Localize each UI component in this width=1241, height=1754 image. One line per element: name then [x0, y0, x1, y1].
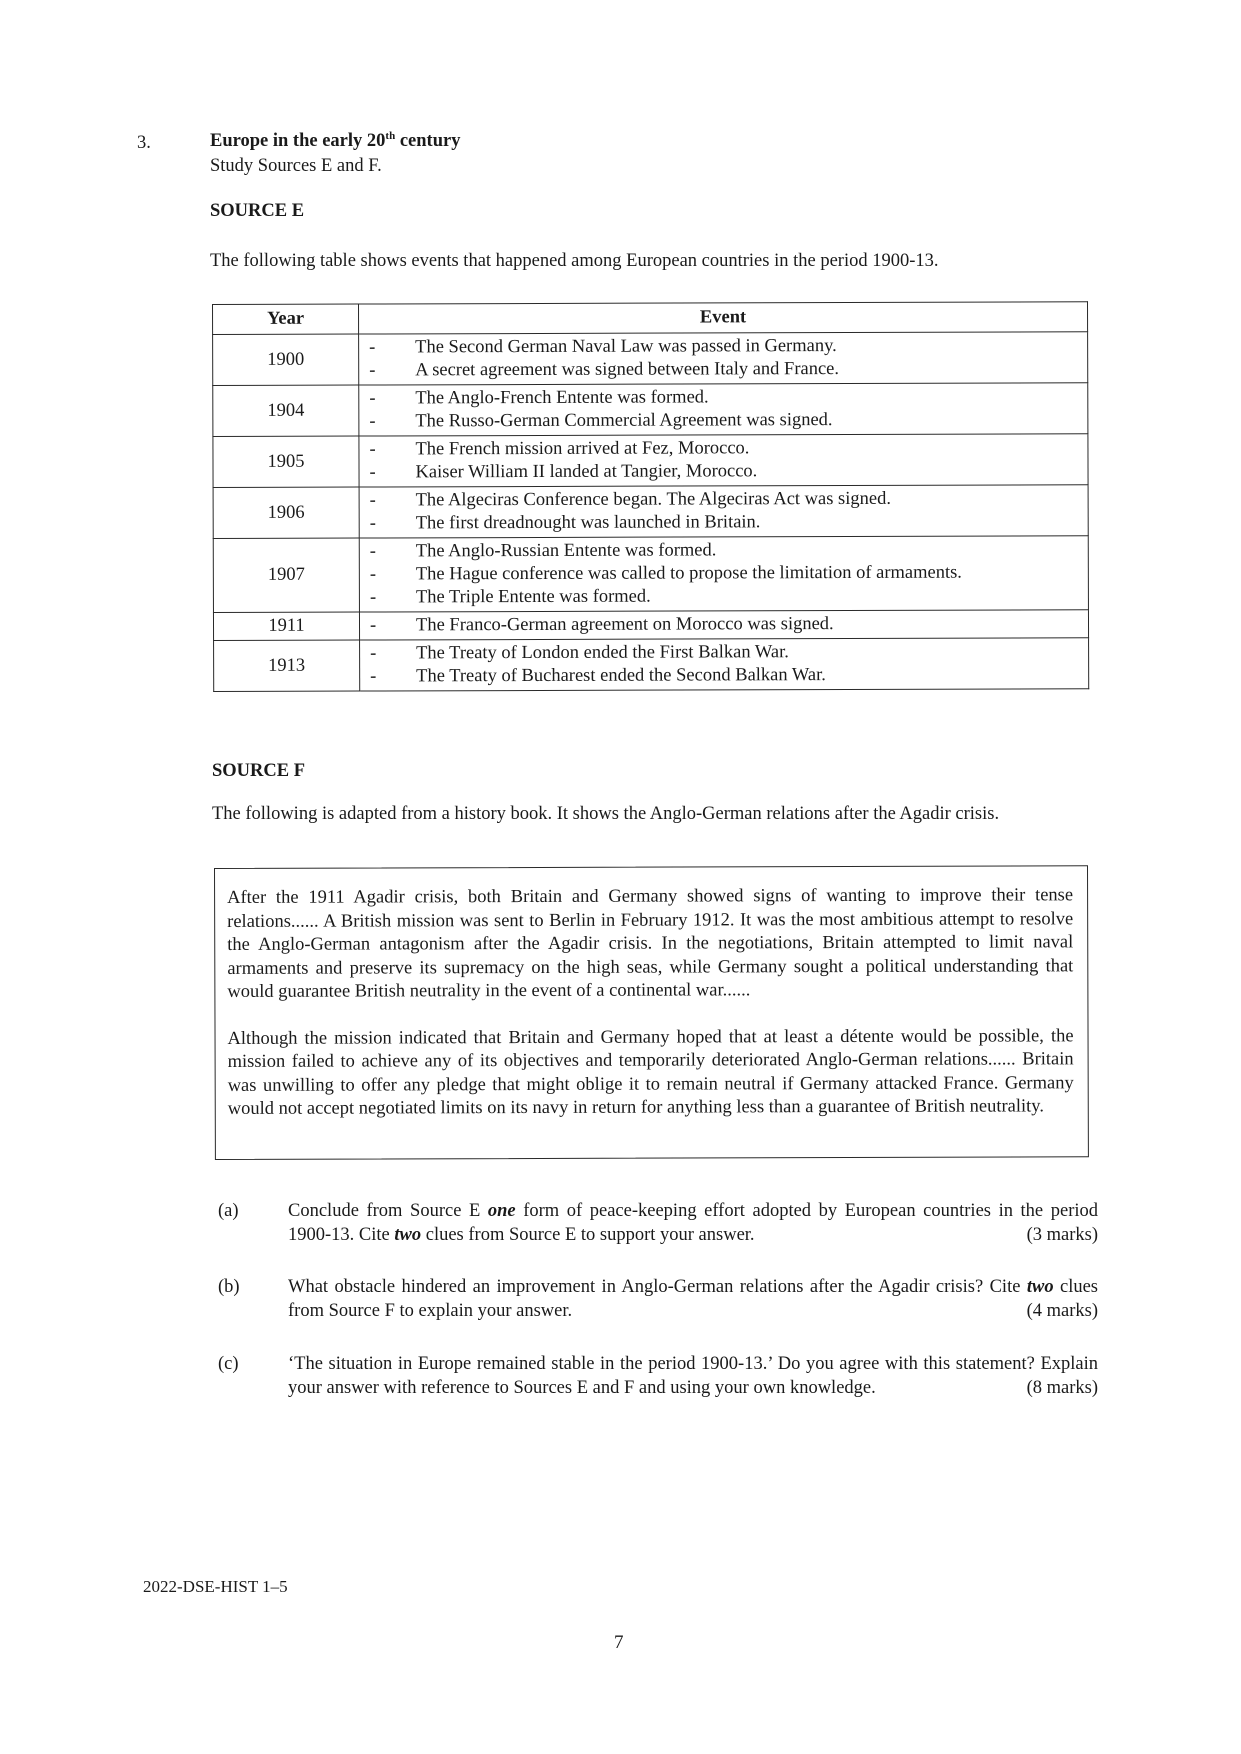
extract-paragraph-2: Although the mission indicated that Britain and Germany hoped that at least a détente would be possible, the mission failed to achieve any of its objectives and temporarily deteriorated Anglo-German relations...... Britain was unwilling to offer any pledge that might oblige it to remain neutral if Germany attacked France. Germany would not accept negotiated limits on its navy in return for anything less than a guarantee of British neutrality. — [227, 1025, 1074, 1119]
question-a-marks: (3 marks) — [1026, 1224, 1098, 1245]
event-text: The Hague conference was called to propose the limitation of armaments. — [415, 562, 962, 585]
question-c-text: ‘The situation in Europe remained stable in the period 1900-13.’ Do you agree with this statement? Explain your answer with reference to Sources E and F and using your own knowledge. (8 marks) — [288, 1353, 1098, 1400]
dash-bullet: - — [369, 411, 376, 432]
year-cell: 1913 — [214, 640, 360, 691]
dash-bullet: - — [369, 439, 376, 460]
question-title: Europe in the early 20th century — [210, 130, 461, 152]
dash-bullet: - — [369, 388, 376, 409]
question-number: 3. — [137, 133, 151, 153]
event-text: The Algeciras Conference began. The Algeciras Act was signed. — [415, 488, 892, 511]
event-item — [359, 459, 1087, 484]
extract-paragraph-1: After the 1911 Agadir crisis, both Britain and Germany showed signs of wanting to improve their tense relations...... A British mission was sent to Berlin in February 1912. It was the most ambitious attempt to resolve the Anglo-German antagonism after the Agadir crisis. In the negotiations, Britain attempted to limit naval armaments and preserve its supremacy on the high seas, while Germany sought a political understanding that would guarantee British neutrality in the event of a continental war...... — [227, 885, 1074, 1002]
event-item — [359, 408, 1087, 433]
event-cell — [360, 638, 1089, 691]
event-item — [359, 385, 1087, 410]
event-item — [359, 334, 1087, 359]
question-c — [218, 1353, 1098, 1400]
question-b-marks: (4 marks) — [1026, 1300, 1098, 1321]
question-b-text: What obstacle hindered an improvement in Anglo-German relations after the Agadir crisis? Cite two clues from Source F to explain your answer. (4 marks) — [288, 1276, 1098, 1323]
table-row — [213, 610, 1088, 641]
question-b-label: (b) — [218, 1277, 240, 1297]
event-item — [360, 510, 1088, 535]
event-item — [359, 436, 1087, 461]
event-item — [360, 487, 1088, 512]
dash-bullet: - — [369, 337, 376, 358]
table-row — [213, 383, 1088, 437]
question-a-label: (a) — [218, 1201, 239, 1221]
question-b — [218, 1276, 1098, 1323]
dash-bullet: - — [369, 615, 377, 636]
event-item — [360, 640, 1088, 665]
event-cell — [359, 434, 1088, 487]
year-cell: 1911 — [213, 612, 359, 640]
dash-bullet: - — [369, 564, 377, 585]
dash-bullet: - — [369, 360, 376, 381]
paper-code: 2022-DSE-HIST 1–5 — [143, 1577, 288, 1596]
event-text: The Anglo-Russian Entente was formed. — [415, 540, 717, 562]
events-table — [212, 301, 1089, 692]
dash-bullet: - — [370, 666, 377, 687]
event-text: The Anglo-French Entente was formed. — [415, 387, 709, 409]
event-text: The Second German Naval Law was passed in Germany. — [415, 336, 837, 358]
source-e-heading: SOURCE E — [210, 201, 305, 221]
table-header-row — [213, 302, 1088, 335]
dash-bullet: - — [369, 587, 377, 608]
dash-bullet: - — [369, 513, 376, 534]
event-text: The Treaty of Bucharest ended the Second Balkan War. — [416, 665, 826, 687]
table-row — [213, 434, 1088, 488]
event-item — [360, 612, 1088, 637]
event-text: The Triple Entente was formed. — [415, 586, 651, 608]
year-cell: 1900 — [213, 334, 359, 385]
year-cell: 1904 — [213, 385, 359, 436]
source-f-intro: The following is adapted from a history book. It shows the Anglo-German relations after the Agadir crisis. — [212, 804, 1000, 824]
question-a-text: Conclude from Source E one form of peace-keeping effort adopted by European countries in the period 1900-13. Cite two clues from Source E to support your answer. (3 marks) — [288, 1200, 1098, 1247]
event-item — [360, 584, 1088, 609]
event-column-header: Event — [359, 302, 1088, 334]
dash-bullet: - — [369, 462, 376, 483]
event-item — [360, 538, 1088, 563]
source-f-heading: SOURCE F — [212, 761, 306, 781]
source-f-extract-box — [214, 865, 1089, 1160]
dash-bullet: - — [369, 490, 376, 511]
year-cell: 1906 — [213, 487, 359, 538]
event-text: The Franco-German agreement on Morocco was signed. — [415, 614, 834, 636]
event-text: The French mission arrived at Fez, Morocco. — [415, 438, 750, 460]
event-item — [359, 357, 1087, 382]
event-text: The Russo-German Commercial Agreement was signed. — [415, 410, 833, 432]
question-c-label: (c) — [218, 1354, 239, 1374]
event-cell — [359, 332, 1088, 385]
event-item — [360, 663, 1088, 688]
year-column-header: Year — [213, 304, 359, 334]
table-row — [213, 332, 1088, 386]
source-e-intro: The following table shows events that happened among European countries in the period 1900-13. — [210, 251, 939, 271]
question-instruction: Study Sources E and F. — [210, 156, 382, 176]
event-text: The first dreadnought was launched in Britain. — [415, 512, 761, 534]
page-number: 7 — [614, 1632, 624, 1653]
event-text: The Treaty of London ended the First Balkan War. — [416, 642, 789, 664]
event-item — [360, 561, 1088, 586]
event-cell — [359, 383, 1088, 436]
event-cell — [359, 610, 1088, 640]
event-cell — [359, 485, 1088, 538]
event-text: Kaiser William II landed at Tangier, Morocco. — [415, 461, 758, 483]
table-row — [213, 536, 1088, 613]
year-cell: 1905 — [213, 436, 359, 487]
dash-bullet: - — [369, 541, 376, 562]
question-a — [218, 1200, 1098, 1247]
table-row — [214, 638, 1089, 692]
event-cell — [359, 536, 1088, 612]
question-c-marks: (8 marks) — [1026, 1377, 1098, 1398]
event-text: A secret agreement was signed between Italy and France. — [415, 359, 840, 381]
dash-bullet: - — [370, 643, 377, 664]
table-row — [213, 485, 1088, 539]
events-table-body — [213, 332, 1089, 692]
year-cell: 1907 — [213, 538, 359, 612]
